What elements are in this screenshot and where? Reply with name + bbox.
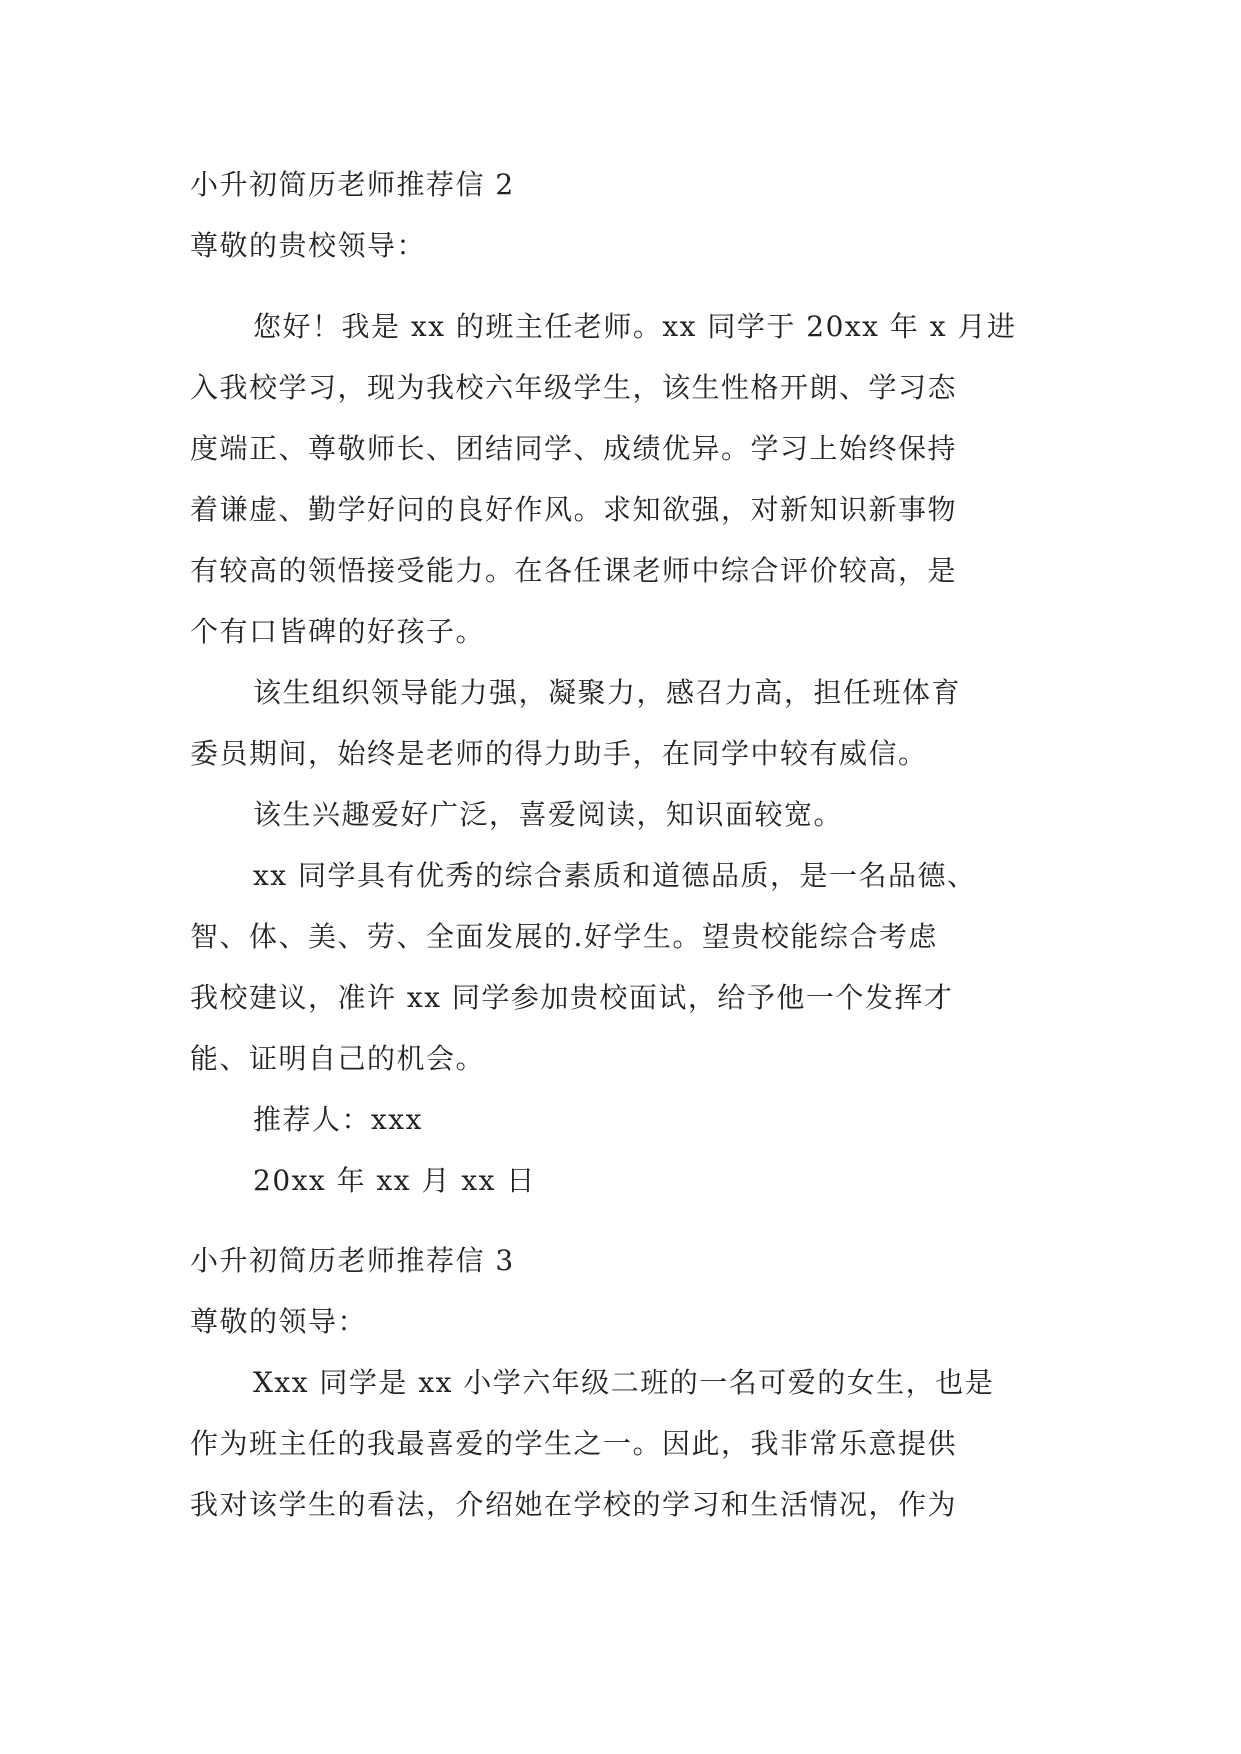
paragraph-line: 有较高的领悟接受能力。在各任课老师中综合评价较高，是 [190, 554, 958, 587]
salutation: 尊敬的领导： [190, 1305, 368, 1338]
paragraph-line: Xxx 同学是 xx 小学六年级二班的一名可爱的女生，也是 [253, 1366, 995, 1399]
paragraph-line: 度端正、尊敬师长、团结同学、成绩优异。学习上始终保持 [190, 432, 958, 465]
paragraph-line: 您好！我是 xx 的班主任老师。xx 同学于 20xx 年 x 月进 [253, 310, 1017, 343]
recommender-line: 推荐人：xxx [253, 1103, 423, 1136]
paragraph-line: 着谦虚、勤学好问的良好作风。求知欲强，对新知识新事物 [190, 493, 958, 526]
paragraph-line: 该生兴趣爱好广泛，喜爱阅读，知识面较宽。 [253, 798, 844, 831]
paragraph-line: 作为班主任的我最喜爱的学生之一。因此，我非常乐意提供 [190, 1427, 958, 1460]
section-title: 小升初简历老师推荐信 3 [190, 1244, 515, 1277]
section-title: 小升初简历老师推荐信 2 [190, 168, 515, 201]
date-line: 20xx 年 xx 月 xx 日 [253, 1164, 536, 1197]
salutation: 尊敬的贵校领导： [190, 229, 427, 262]
paragraph-line: 能、证明自己的机会。 [190, 1042, 486, 1075]
paragraph-line: 该生组织领导能力强，凝聚力，感召力高，担任班体育 [253, 676, 962, 709]
paragraph-line: 智、体、美、劳、全面发展的.好学生。望贵校能综合考虑 [190, 920, 938, 953]
paragraph-line: 我对该学生的看法，介绍她在学校的学习和生活情况，作为 [190, 1488, 958, 1521]
paragraph-line: xx 同学具有优秀的综合素质和道德品质，是一名品德、 [253, 859, 977, 892]
paragraph-line: 入我校学习，现为我校六年级学生，该生性格开朗、学习态 [190, 371, 958, 404]
letter-section-3 [190, 1230, 1060, 1535]
letter-body-2 [190, 296, 1060, 1211]
paragraph-line: 委员期间，始终是老师的得力助手，在同学中较有威信。 [190, 737, 928, 770]
letter-section-2 [190, 154, 1060, 276]
paragraph-line: 个有口皆碑的好孩子。 [190, 615, 486, 648]
paragraph-line: 我校建议，准许 xx 同学参加贵校面试，给予他一个发挥才 [190, 981, 954, 1014]
